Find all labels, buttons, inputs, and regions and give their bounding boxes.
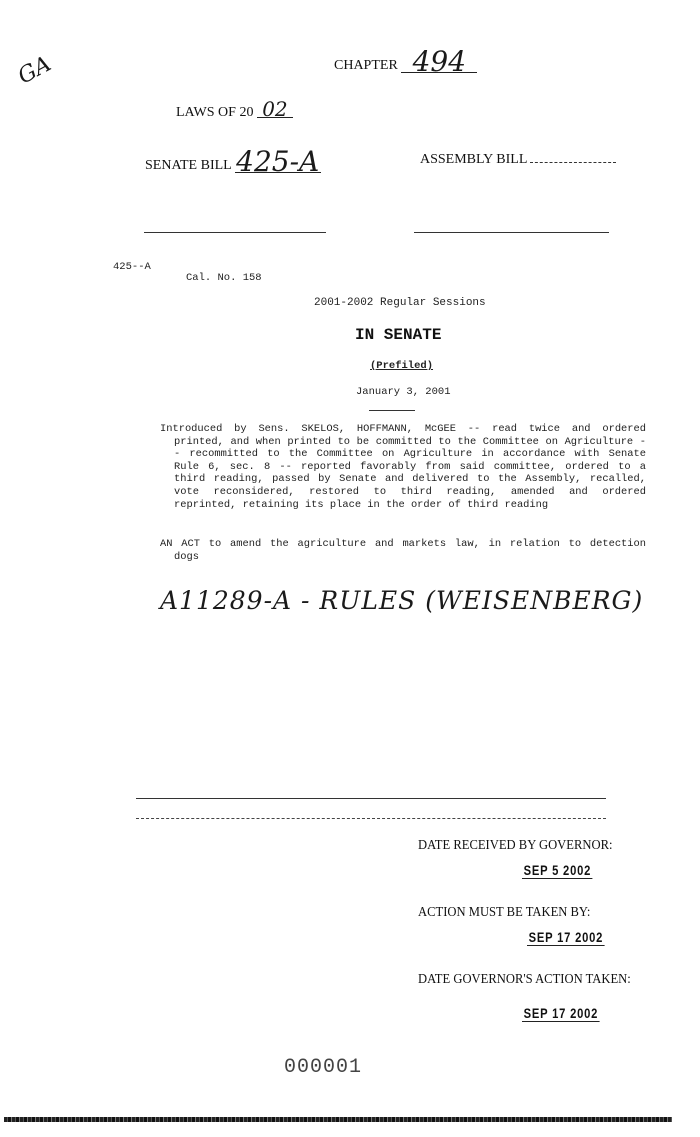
chamber-heading: IN SENATE: [355, 326, 442, 344]
scan-edge-bar: [4, 1117, 672, 1122]
chapter-line: [334, 45, 477, 78]
blank-line-left: [144, 232, 326, 233]
assembly-bill-blank: [530, 152, 616, 163]
act-paragraph: AN ACT to amend the agriculture and markets law, in relation to detection dogs: [160, 538, 646, 563]
assembly-bill-line: [420, 152, 616, 168]
section-dashed-rule: [136, 818, 606, 819]
received-label: DATE RECEIVED BY GOVERNOR:: [418, 838, 613, 853]
senate-bill-label: SENATE BILL: [145, 158, 232, 173]
laws-label: LAWS OF 20: [176, 105, 254, 120]
margin-initials: GA: [14, 51, 56, 90]
blank-line-right: [414, 232, 609, 233]
laws-year: 02: [257, 101, 293, 118]
action-taken-label: DATE GOVERNOR'S ACTION TAKEN:: [418, 972, 631, 987]
page-number-stamp: 000001: [284, 1056, 363, 1079]
introduced-paragraph: Introduced by Sens. SKELOS, HOFFMANN, McGEE -- read twice and ordered printed, and when printed to be committed to the Committee on Agriculture -- recommitted to the Committee on Agriculture in accordance with Senate Rule 6, sec. 8 -- reported favorably from said committee, ordered to a third reading, passed by Senate and delivered to the Assembly, recalled, vote reconsidered, restored to third reading, amended and ordered reprinted, retaining its place in the order of third reading: [160, 423, 646, 511]
sessions: 2001-2002 Regular Sessions: [314, 297, 486, 309]
laws-line: [176, 97, 293, 121]
prefiled: (Prefiled): [370, 360, 434, 372]
date-divider: [369, 410, 415, 411]
action-by-label: ACTION MUST BE TAKEN BY:: [418, 905, 591, 920]
assembly-bill-label: ASSEMBLY BILL: [420, 152, 527, 167]
handwritten-assembly-note: A11289-A - RULES (WEISENBERG): [160, 586, 644, 615]
introduced-date: January 3, 2001: [356, 386, 451, 398]
senate-bill-line: [145, 145, 321, 178]
section-rule: [136, 798, 606, 799]
chapter-label: CHAPTER: [334, 58, 398, 73]
received-date-stamp: SEP 5 2002: [523, 862, 592, 878]
senate-bill-number: 425-A: [236, 145, 320, 178]
bill-number: 425--A: [113, 261, 151, 273]
calendar-number: Cal. No. 158: [186, 272, 262, 284]
action-taken-date-stamp: SEP 17 2002: [523, 1005, 599, 1021]
chapter-number: 494: [401, 52, 477, 73]
action-by-date-stamp: SEP 17 2002: [528, 929, 604, 945]
